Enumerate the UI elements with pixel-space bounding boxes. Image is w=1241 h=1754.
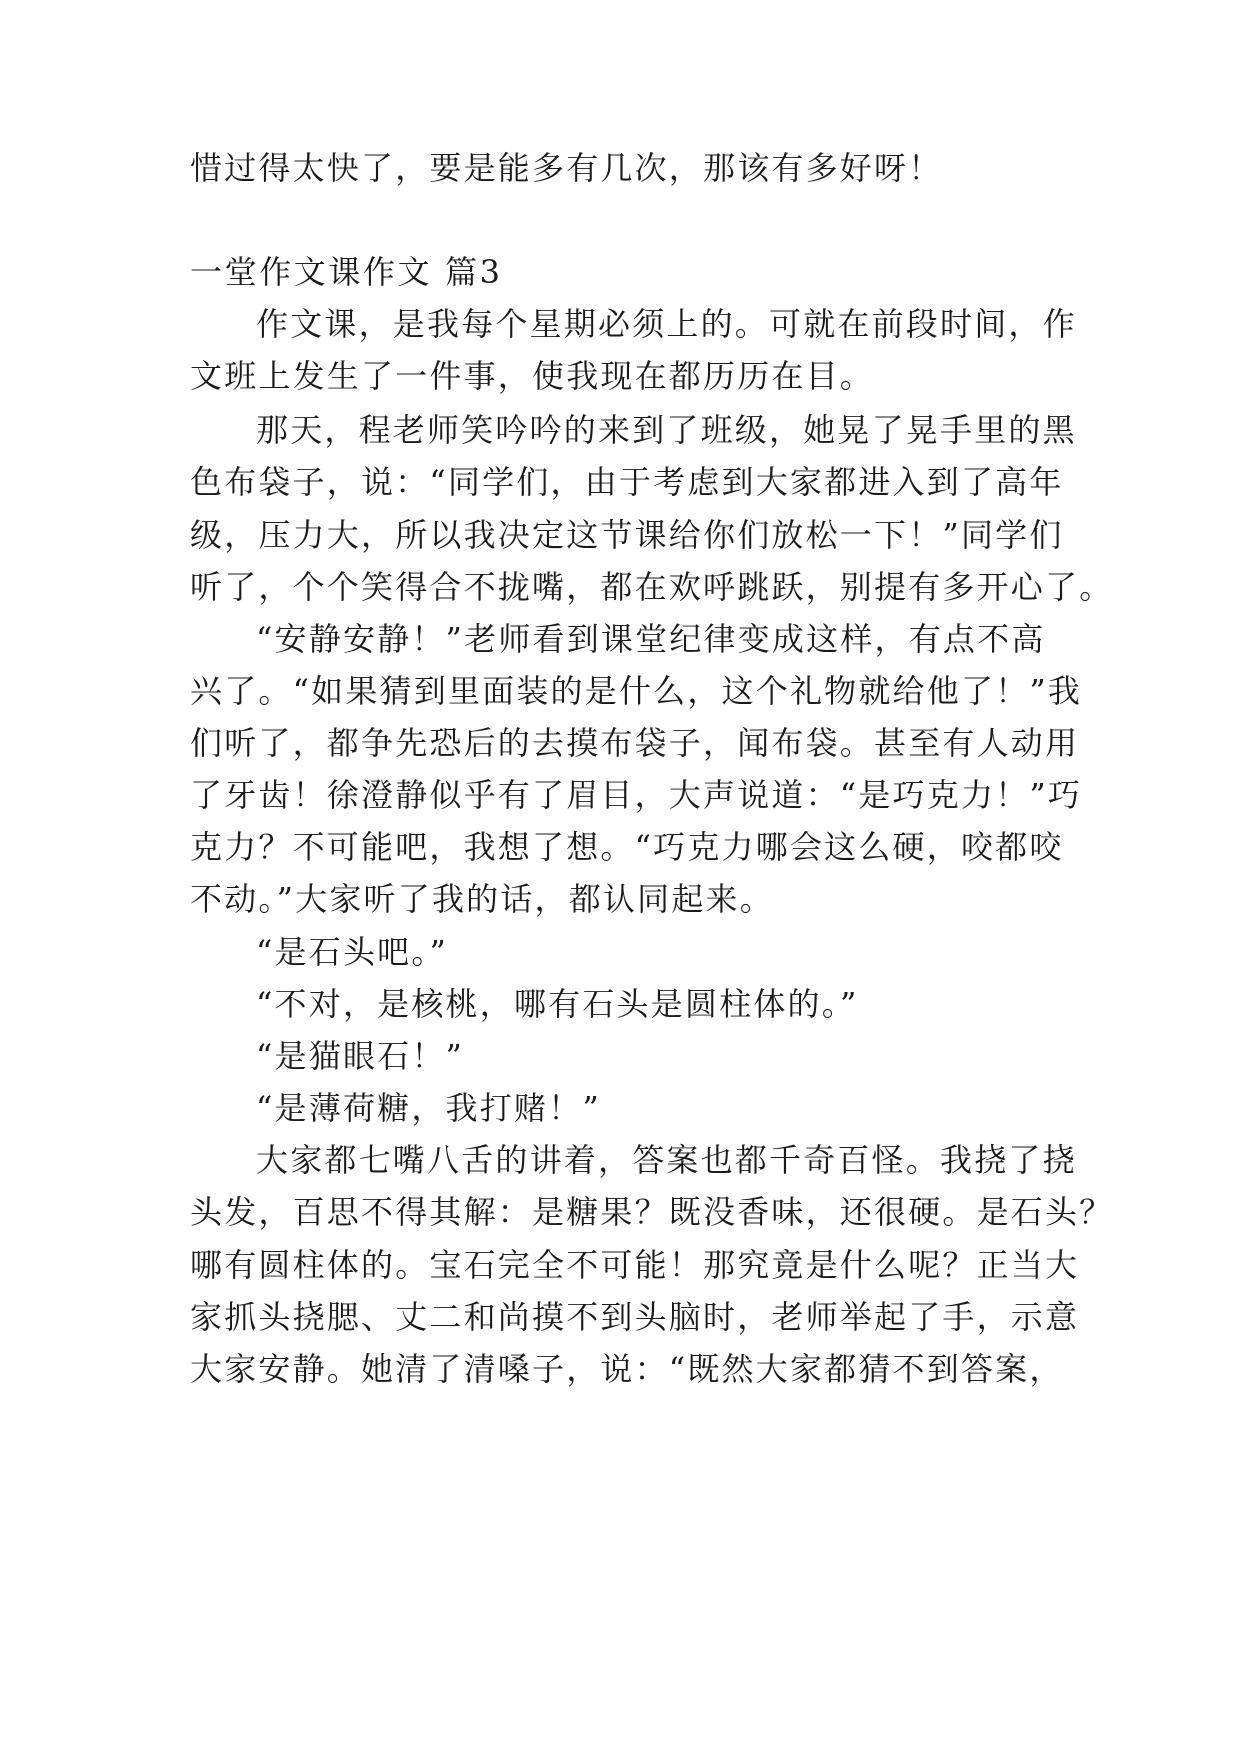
text-line-22: 家抓头挠腮、丈二和尚摸不到头脑时，老师举起了手，示意 (190, 1298, 1080, 1336)
dialogue-line-1: “是石头吧。” (256, 933, 449, 971)
text-line-19: 大家都七嘴八舌的讲着，答案也都千奇百怪。我挠了挠 (256, 1141, 1077, 1179)
dialogue-line-2: “不对，是核桃，哪有石头是圆柱体的。” (256, 985, 859, 1023)
text-line-10: 兴了。“如果猜到里面装的是什么，这个礼物就给他了！”我 (190, 672, 1083, 710)
section-heading: 一堂作文课作文 篇3 (190, 253, 503, 291)
text-line-1: 惜过得太快了，要是能多有几次，那该有多好呀！ (190, 149, 943, 187)
dialogue-line-3: “是猫眼石！” (256, 1037, 465, 1075)
text-line-6: 色布袋子，说：“同学们，由于考虑到大家都进入到了高年 (190, 463, 1064, 501)
text-line-14: 不动。”大家听了我的话，都认同起来。 (190, 880, 774, 918)
text-line-8: 听了，个个笑得合不拢嘴，都在欢呼跳跃，别提有多开心了。 (190, 568, 1114, 606)
text-line-9: “安静安静！”老师看到课堂纪律变成这样，有点不高 (256, 620, 1046, 658)
text-line-5: 那天，程老师笑吟吟的来到了班级，她晃了晃手里的黑 (256, 411, 1077, 449)
text-line-7: 级，压力大，所以我决定这节课给你们放松一下！”同学们 (190, 516, 1064, 554)
text-line-4: 文班上发生了一件事，使我现在都历历在目。 (190, 357, 875, 395)
text-line-11: 们听了，都争先恐后的去摸布袋子，闻布袋。甚至有人动用 (190, 724, 1080, 762)
text-line-23: 大家安静。她清了清嗓子，说：“既然大家都猜不到答案， (190, 1350, 1064, 1388)
dialogue-line-4: “是薄荷糖，我打赌！” (256, 1089, 601, 1127)
text-line-21: 哪有圆柱体的。宝石完全不可能！那究竟是什么呢？正当大 (190, 1246, 1080, 1284)
text-line-20: 头发，百思不得其解：是糖果？既没香味，还很硬。是石头？ (190, 1193, 1114, 1231)
text-line-12: 了牙齿！徐澄静似乎有了眉目，大声说道：“是巧克力！”巧 (190, 776, 1083, 814)
text-line-3: 作文课，是我每个星期必须上的。可就在前段时间，作 (256, 305, 1077, 343)
text-line-13: 克力？不可能吧，我想了想。“巧克力哪会这么硬，咬都咬 (190, 828, 1064, 866)
